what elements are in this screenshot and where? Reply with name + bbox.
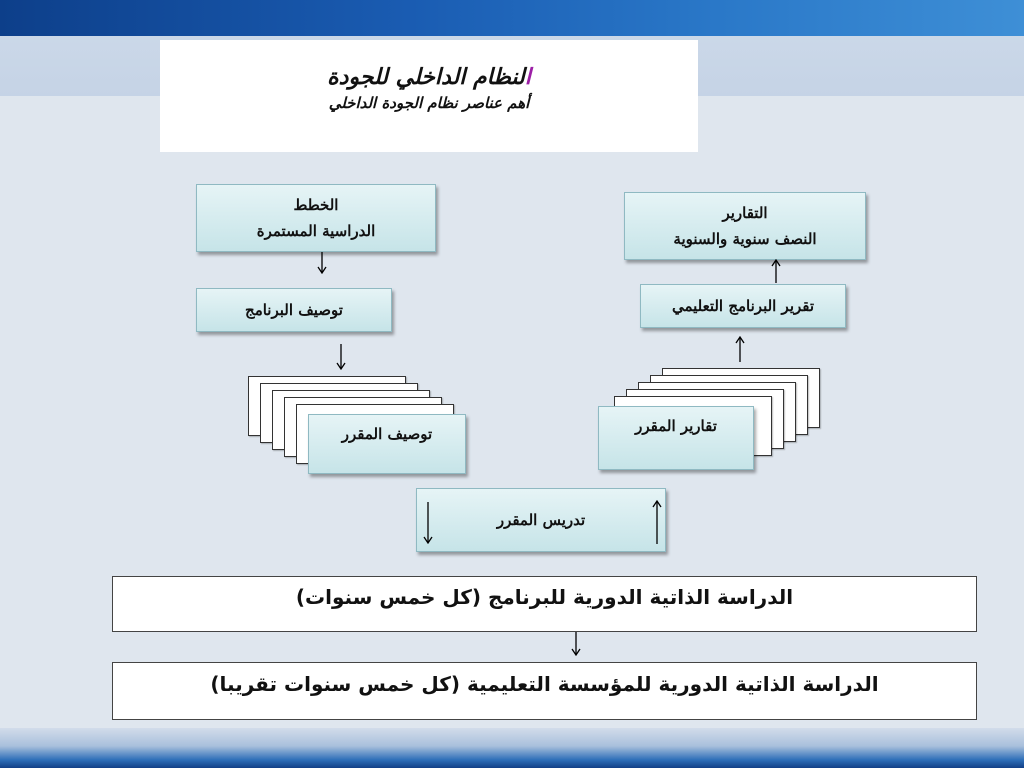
course-reports-label: تقارير المقرر <box>635 417 717 435</box>
program-self-study-label: الدراسة الذاتية الدورية للبرنامج (كل خمس سنوات) <box>295 585 794 609</box>
header-stripe <box>0 0 1024 36</box>
plans-line-1: الخطط <box>293 196 339 214</box>
title-accent-letter: ا <box>524 64 531 90</box>
program-description-label: توصيف البرنامج <box>245 301 343 319</box>
arrow-up-icon <box>651 500 663 544</box>
plans-line-2: الدراسية المستمرة <box>256 222 376 240</box>
institution-self-study-label: الدراسة الذاتية الدورية للمؤسسة التعليمية (كل خمس سنوات تقريبا) <box>210 672 879 696</box>
course-teaching-box <box>416 488 666 552</box>
page-title <box>160 64 698 90</box>
plans-box <box>196 184 436 252</box>
course-teaching-label: تدريس المقرر <box>496 511 586 529</box>
periodic-reports-box <box>624 192 866 260</box>
arrow-down-icon <box>316 252 328 274</box>
program-report-label: تقرير البرنامج التعليمي <box>671 297 815 315</box>
reports-line-2: النصف سنوية والسنوية <box>673 230 817 248</box>
reports-line-1: التقارير <box>722 204 768 222</box>
footer-background <box>0 728 1024 768</box>
arrow-down-icon <box>422 502 434 544</box>
page-subtitle: أهم عناصر نظام الجودة الداخلي <box>328 94 530 112</box>
course-description-label: توصيف المقرر <box>341 425 433 443</box>
course-reports-box <box>598 406 754 470</box>
arrow-up-icon <box>734 336 746 362</box>
program-description-box <box>196 288 392 332</box>
course-description-box <box>308 414 466 474</box>
institution-self-study-box <box>112 662 977 720</box>
arrow-up-icon <box>770 259 782 283</box>
arrow-down-icon <box>335 344 347 370</box>
program-self-study-box <box>112 576 977 632</box>
arrow-down-icon <box>570 632 582 656</box>
program-report-box <box>640 284 846 328</box>
title-card <box>160 40 698 152</box>
title-text: لنظام الداخلي للجودة <box>327 64 525 90</box>
